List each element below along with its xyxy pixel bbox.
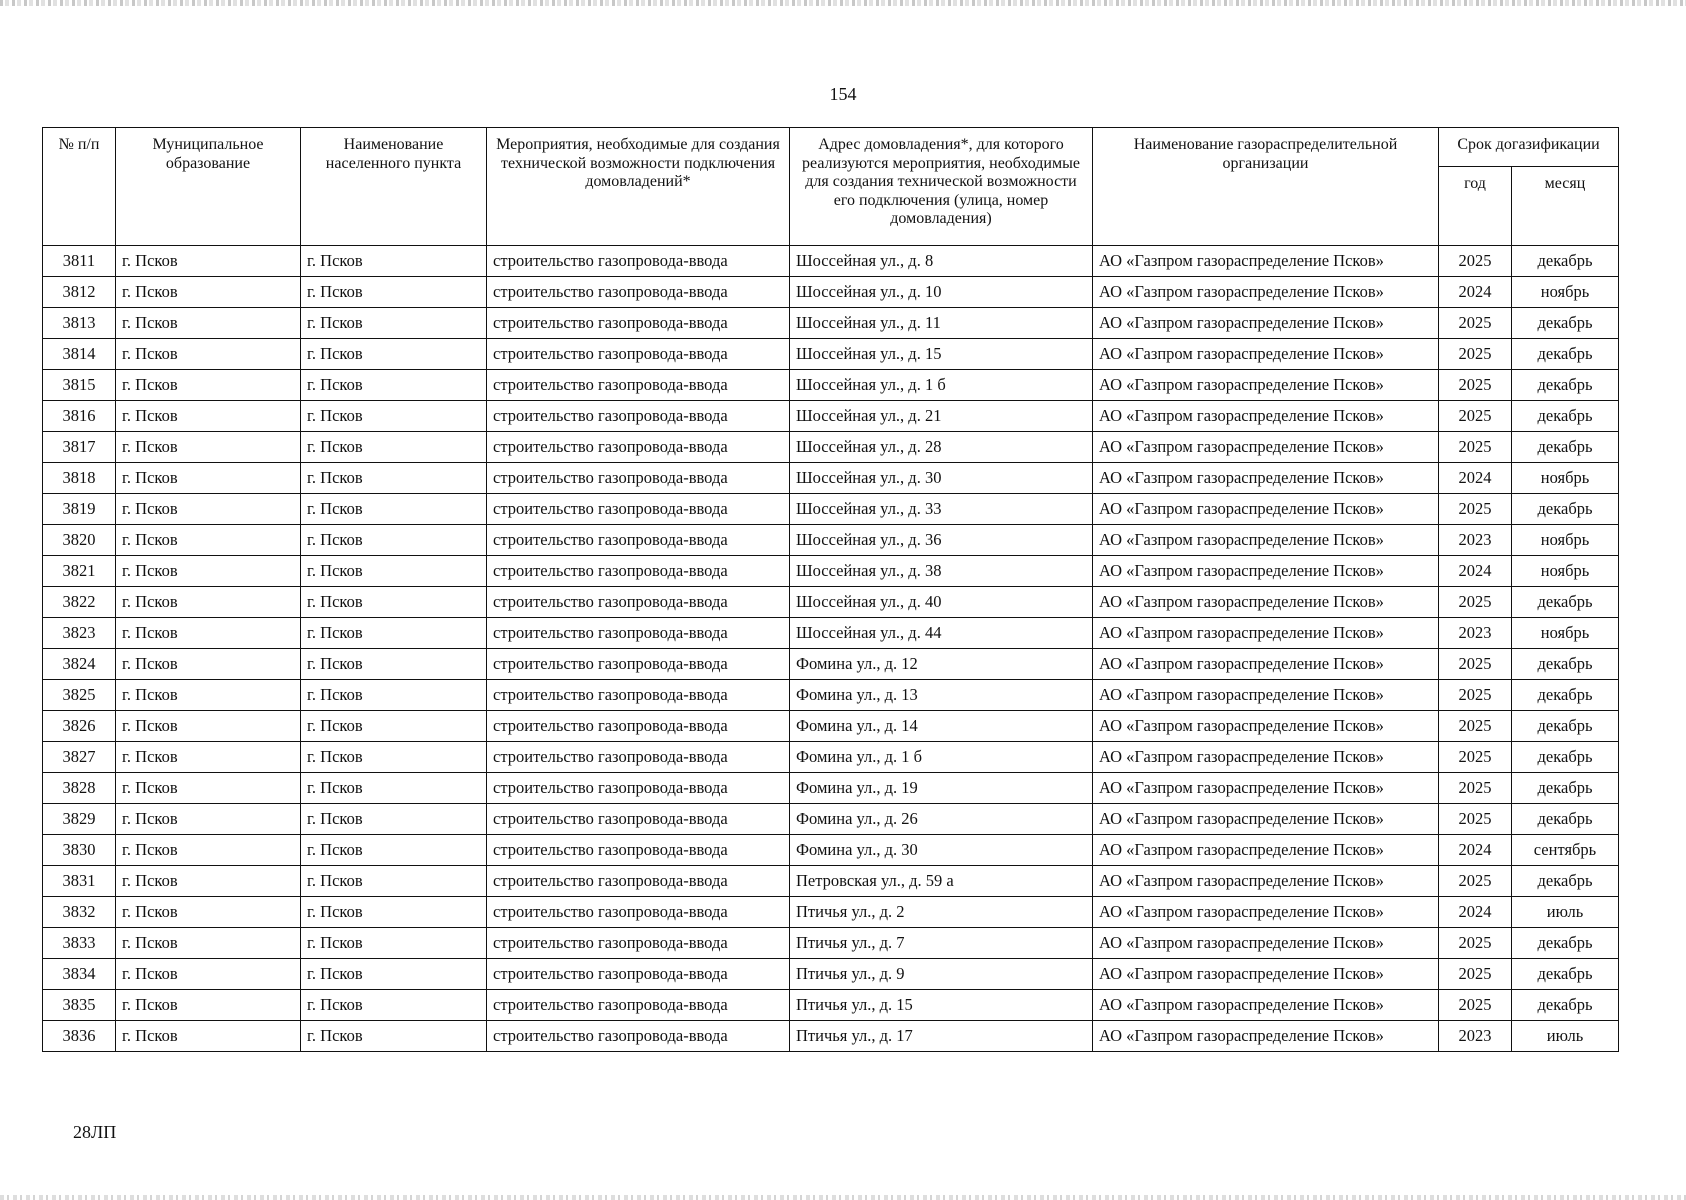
cell-municipality: г. Псков: [116, 370, 301, 401]
table-row: [43, 525, 1619, 556]
cell-measure: строительство газопровода-ввода: [487, 773, 790, 804]
cell-measure: строительство газопровода-ввода: [487, 835, 790, 866]
cell-year: 2025: [1439, 928, 1512, 959]
cell-month: ноябрь: [1512, 556, 1619, 587]
cell-organization: АО «Газпром газораспределение Псков»: [1093, 804, 1439, 835]
cell-month: декабрь: [1512, 401, 1619, 432]
cell-num: 3830: [43, 835, 116, 866]
cell-num: 3829: [43, 804, 116, 835]
cell-year: 2023: [1439, 1021, 1512, 1052]
cell-organization: АО «Газпром газораспределение Псков»: [1093, 835, 1439, 866]
cell-month: декабрь: [1512, 649, 1619, 680]
cell-address: Фомина ул., д. 14: [790, 711, 1093, 742]
cell-year: 2025: [1439, 649, 1512, 680]
cell-num: 3831: [43, 866, 116, 897]
footer-document-code: 28ЛП: [73, 1122, 117, 1142]
cell-num: 3835: [43, 990, 116, 1021]
cell-measure: строительство газопровода-ввода: [487, 246, 790, 277]
cell-settlement: г. Псков: [301, 990, 487, 1021]
cell-month: декабрь: [1512, 680, 1619, 711]
cell-organization: АО «Газпром газораспределение Псков»: [1093, 463, 1439, 494]
cell-month: июль: [1512, 1021, 1619, 1052]
cell-organization: АО «Газпром газораспределение Псков»: [1093, 432, 1439, 463]
cell-address: Шоссейная ул., д. 8: [790, 246, 1093, 277]
cell-municipality: г. Псков: [116, 401, 301, 432]
cell-address: Петровская ул., д. 59 а: [790, 866, 1093, 897]
cell-num: 3816: [43, 401, 116, 432]
table-row: [43, 308, 1619, 339]
cell-address: Фомина ул., д. 26: [790, 804, 1093, 835]
table-header: [43, 128, 1619, 246]
cell-municipality: г. Псков: [116, 339, 301, 370]
cell-municipality: г. Псков: [116, 804, 301, 835]
cell-month: декабрь: [1512, 959, 1619, 990]
cell-year: 2025: [1439, 711, 1512, 742]
cell-measure: строительство газопровода-ввода: [487, 804, 790, 835]
table-row: [43, 990, 1619, 1021]
table-row: [43, 1021, 1619, 1052]
cell-settlement: г. Псков: [301, 308, 487, 339]
cell-measure: строительство газопровода-ввода: [487, 1021, 790, 1052]
cell-settlement: г. Псков: [301, 711, 487, 742]
cell-municipality: г. Псков: [116, 680, 301, 711]
table-row: [43, 494, 1619, 525]
cell-organization: АО «Газпром газораспределение Псков»: [1093, 928, 1439, 959]
cell-settlement: г. Псков: [301, 1021, 487, 1052]
header-municipality: Муниципальное образование: [116, 128, 301, 246]
cell-year: 2025: [1439, 246, 1512, 277]
cell-municipality: г. Псков: [116, 897, 301, 928]
page-number: 154: [829, 84, 857, 104]
cell-settlement: г. Псков: [301, 649, 487, 680]
cell-address: Фомина ул., д. 12: [790, 649, 1093, 680]
cell-organization: АО «Газпром газораспределение Псков»: [1093, 401, 1439, 432]
cell-municipality: г. Псков: [116, 742, 301, 773]
cell-num: 3826: [43, 711, 116, 742]
cell-month: декабрь: [1512, 990, 1619, 1021]
cell-year: 2025: [1439, 742, 1512, 773]
cell-organization: АО «Газпром газораспределение Псков»: [1093, 525, 1439, 556]
cell-measure: строительство газопровода-ввода: [487, 711, 790, 742]
cell-address: Птичья ул., д. 2: [790, 897, 1093, 928]
table-row: [43, 742, 1619, 773]
cell-measure: строительство газопровода-ввода: [487, 401, 790, 432]
cell-year: 2025: [1439, 773, 1512, 804]
cell-month: декабрь: [1512, 308, 1619, 339]
cell-month: декабрь: [1512, 804, 1619, 835]
cell-measure: строительство газопровода-ввода: [487, 990, 790, 1021]
cell-municipality: г. Псков: [116, 711, 301, 742]
cell-address: Шоссейная ул., д. 28: [790, 432, 1093, 463]
cell-municipality: г. Псков: [116, 773, 301, 804]
table-row: [43, 370, 1619, 401]
cell-settlement: г. Псков: [301, 866, 487, 897]
cell-year: 2025: [1439, 866, 1512, 897]
cell-num: 3827: [43, 742, 116, 773]
cell-month: декабрь: [1512, 773, 1619, 804]
cell-settlement: г. Псков: [301, 835, 487, 866]
cell-organization: АО «Газпром газораспределение Псков»: [1093, 742, 1439, 773]
cell-organization: АО «Газпром газораспределение Псков»: [1093, 246, 1439, 277]
cell-settlement: г. Псков: [301, 277, 487, 308]
cell-month: декабрь: [1512, 370, 1619, 401]
cell-year: 2025: [1439, 959, 1512, 990]
cell-organization: АО «Газпром газораспределение Псков»: [1093, 618, 1439, 649]
cell-municipality: г. Псков: [116, 928, 301, 959]
header-address: Адрес домовладения*, для которого реализуются мероприятия, необходимые для создания технической возможности его подключения (улица, номер домовладения): [790, 128, 1093, 246]
table-row: [43, 556, 1619, 587]
cell-year: 2024: [1439, 277, 1512, 308]
table-row: [43, 246, 1619, 277]
cell-address: Фомина ул., д. 19: [790, 773, 1093, 804]
header-month: месяц: [1512, 167, 1619, 246]
cell-num: 3828: [43, 773, 116, 804]
cell-address: Шоссейная ул., д. 44: [790, 618, 1093, 649]
cell-settlement: г. Псков: [301, 246, 487, 277]
cell-municipality: г. Псков: [116, 990, 301, 1021]
table-row: [43, 463, 1619, 494]
cell-settlement: г. Псков: [301, 556, 487, 587]
cell-settlement: г. Псков: [301, 742, 487, 773]
cell-municipality: г. Псков: [116, 556, 301, 587]
cell-organization: АО «Газпром газораспределение Псков»: [1093, 308, 1439, 339]
cell-address: Птичья ул., д. 9: [790, 959, 1093, 990]
header-year: год: [1439, 167, 1512, 246]
gasification-table: [42, 127, 1619, 1052]
cell-num: 3814: [43, 339, 116, 370]
cell-year: 2025: [1439, 494, 1512, 525]
cell-settlement: г. Псков: [301, 680, 487, 711]
cell-month: декабрь: [1512, 711, 1619, 742]
cell-measure: строительство газопровода-ввода: [487, 618, 790, 649]
cell-measure: строительство газопровода-ввода: [487, 928, 790, 959]
cell-address: Фомина ул., д. 30: [790, 835, 1093, 866]
cell-year: 2025: [1439, 308, 1512, 339]
table-body: [43, 246, 1619, 1052]
cell-measure: строительство газопровода-ввода: [487, 463, 790, 494]
cell-measure: строительство газопровода-ввода: [487, 680, 790, 711]
cell-municipality: г. Псков: [116, 959, 301, 990]
cell-settlement: г. Псков: [301, 618, 487, 649]
cell-organization: АО «Газпром газораспределение Псков»: [1093, 866, 1439, 897]
cell-month: декабрь: [1512, 742, 1619, 773]
cell-municipality: г. Псков: [116, 494, 301, 525]
cell-year: 2023: [1439, 525, 1512, 556]
table-row: [43, 649, 1619, 680]
cell-settlement: г. Псков: [301, 339, 487, 370]
cell-address: Птичья ул., д. 15: [790, 990, 1093, 1021]
cell-measure: строительство газопровода-ввода: [487, 649, 790, 680]
cell-address: Фомина ул., д. 13: [790, 680, 1093, 711]
cell-organization: АО «Газпром газораспределение Псков»: [1093, 680, 1439, 711]
cell-num: 3815: [43, 370, 116, 401]
cell-month: ноябрь: [1512, 463, 1619, 494]
cell-num: 3812: [43, 277, 116, 308]
cell-measure: строительство газопровода-ввода: [487, 742, 790, 773]
cell-measure: строительство газопровода-ввода: [487, 339, 790, 370]
table-row: [43, 277, 1619, 308]
cell-num: 3818: [43, 463, 116, 494]
header-measures: Мероприятия, необходимые для создания технической возможности подключения домовладений*: [487, 128, 790, 246]
table-row: [43, 804, 1619, 835]
cell-year: 2025: [1439, 339, 1512, 370]
cell-num: 3823: [43, 618, 116, 649]
cell-num: 3813: [43, 308, 116, 339]
cell-organization: АО «Газпром газораспределение Псков»: [1093, 897, 1439, 928]
cell-settlement: г. Псков: [301, 494, 487, 525]
cell-measure: строительство газопровода-ввода: [487, 959, 790, 990]
cell-organization: АО «Газпром газораспределение Псков»: [1093, 277, 1439, 308]
table-row: [43, 773, 1619, 804]
cell-organization: АО «Газпром газораспределение Псков»: [1093, 649, 1439, 680]
cell-settlement: г. Псков: [301, 370, 487, 401]
cell-organization: АО «Газпром газораспределение Псков»: [1093, 711, 1439, 742]
table-row: [43, 401, 1619, 432]
cell-num: 3817: [43, 432, 116, 463]
cell-municipality: г. Псков: [116, 866, 301, 897]
cell-num: 3819: [43, 494, 116, 525]
cell-municipality: г. Псков: [116, 649, 301, 680]
cell-year: 2024: [1439, 463, 1512, 494]
cell-address: Шоссейная ул., д. 21: [790, 401, 1093, 432]
cell-year: 2025: [1439, 990, 1512, 1021]
cell-address: Шоссейная ул., д. 38: [790, 556, 1093, 587]
cell-month: декабрь: [1512, 246, 1619, 277]
cell-municipality: г. Псков: [116, 835, 301, 866]
cell-municipality: г. Псков: [116, 308, 301, 339]
cell-address: Шоссейная ул., д. 11: [790, 308, 1093, 339]
cell-settlement: г. Псков: [301, 401, 487, 432]
header-settlement: Наименование населенного пункта: [301, 128, 487, 246]
cell-organization: АО «Газпром газораспределение Псков»: [1093, 587, 1439, 618]
scan-edge-bottom: [0, 1195, 1686, 1200]
cell-settlement: г. Псков: [301, 959, 487, 990]
cell-organization: АО «Газпром газораспределение Псков»: [1093, 494, 1439, 525]
cell-municipality: г. Псков: [116, 587, 301, 618]
cell-num: 3832: [43, 897, 116, 928]
cell-measure: строительство газопровода-ввода: [487, 525, 790, 556]
cell-month: декабрь: [1512, 866, 1619, 897]
cell-num: 3822: [43, 587, 116, 618]
cell-address: Шоссейная ул., д. 30: [790, 463, 1093, 494]
cell-settlement: г. Псков: [301, 928, 487, 959]
cell-num: 3833: [43, 928, 116, 959]
table-row: [43, 897, 1619, 928]
table-row: [43, 680, 1619, 711]
cell-measure: строительство газопровода-ввода: [487, 494, 790, 525]
table-row: [43, 835, 1619, 866]
cell-address: Шоссейная ул., д. 15: [790, 339, 1093, 370]
cell-address: Птичья ул., д. 17: [790, 1021, 1093, 1052]
cell-address: Шоссейная ул., д. 40: [790, 587, 1093, 618]
cell-settlement: г. Псков: [301, 804, 487, 835]
cell-address: Шоссейная ул., д. 36: [790, 525, 1093, 556]
cell-municipality: г. Псков: [116, 618, 301, 649]
cell-organization: АО «Газпром газораспределение Псков»: [1093, 370, 1439, 401]
cell-measure: строительство газопровода-ввода: [487, 370, 790, 401]
cell-municipality: г. Псков: [116, 1021, 301, 1052]
cell-num: 3825: [43, 680, 116, 711]
table-row: [43, 711, 1619, 742]
cell-organization: АО «Газпром газораспределение Псков»: [1093, 556, 1439, 587]
cell-month: сентябрь: [1512, 835, 1619, 866]
cell-month: декабрь: [1512, 432, 1619, 463]
cell-month: ноябрь: [1512, 618, 1619, 649]
cell-settlement: г. Псков: [301, 432, 487, 463]
cell-num: 3836: [43, 1021, 116, 1052]
cell-month: декабрь: [1512, 494, 1619, 525]
cell-address: Птичья ул., д. 7: [790, 928, 1093, 959]
cell-address: Шоссейная ул., д. 10: [790, 277, 1093, 308]
cell-year: 2023: [1439, 618, 1512, 649]
cell-year: 2025: [1439, 804, 1512, 835]
scan-edge-top: [0, 0, 1686, 6]
cell-measure: строительство газопровода-ввода: [487, 277, 790, 308]
cell-year: 2024: [1439, 835, 1512, 866]
cell-settlement: г. Псков: [301, 463, 487, 494]
cell-municipality: г. Псков: [116, 525, 301, 556]
cell-month: июль: [1512, 897, 1619, 928]
cell-measure: строительство газопровода-ввода: [487, 587, 790, 618]
cell-settlement: г. Псков: [301, 525, 487, 556]
cell-organization: АО «Газпром газораспределение Псков»: [1093, 773, 1439, 804]
cell-month: ноябрь: [1512, 277, 1619, 308]
cell-municipality: г. Псков: [116, 246, 301, 277]
cell-municipality: г. Псков: [116, 432, 301, 463]
table-row: [43, 339, 1619, 370]
cell-municipality: г. Псков: [116, 277, 301, 308]
cell-month: декабрь: [1512, 928, 1619, 959]
cell-measure: строительство газопровода-ввода: [487, 432, 790, 463]
cell-year: 2024: [1439, 556, 1512, 587]
cell-year: 2025: [1439, 587, 1512, 618]
cell-num: 3834: [43, 959, 116, 990]
cell-municipality: г. Псков: [116, 463, 301, 494]
cell-num: 3824: [43, 649, 116, 680]
table-row: [43, 959, 1619, 990]
table-row: [43, 587, 1619, 618]
cell-measure: строительство газопровода-ввода: [487, 308, 790, 339]
table-row: [43, 432, 1619, 463]
cell-num: 3820: [43, 525, 116, 556]
table-row: [43, 928, 1619, 959]
cell-address: Шоссейная ул., д. 33: [790, 494, 1093, 525]
cell-settlement: г. Псков: [301, 773, 487, 804]
cell-settlement: г. Псков: [301, 897, 487, 928]
cell-year: 2025: [1439, 401, 1512, 432]
cell-month: декабрь: [1512, 339, 1619, 370]
cell-num: 3821: [43, 556, 116, 587]
cell-year: 2025: [1439, 370, 1512, 401]
cell-address: Шоссейная ул., д. 1 б: [790, 370, 1093, 401]
header-num: № п/п: [43, 128, 116, 246]
cell-year: 2024: [1439, 897, 1512, 928]
cell-month: ноябрь: [1512, 525, 1619, 556]
cell-measure: строительство газопровода-ввода: [487, 897, 790, 928]
cell-num: 3811: [43, 246, 116, 277]
header-organization: Наименование газораспределительной организации: [1093, 128, 1439, 246]
cell-year: 2025: [1439, 432, 1512, 463]
cell-address: Фомина ул., д. 1 б: [790, 742, 1093, 773]
cell-measure: строительство газопровода-ввода: [487, 556, 790, 587]
cell-month: декабрь: [1512, 587, 1619, 618]
cell-measure: строительство газопровода-ввода: [487, 866, 790, 897]
cell-organization: АО «Газпром газораспределение Псков»: [1093, 990, 1439, 1021]
table-row: [43, 618, 1619, 649]
cell-settlement: г. Псков: [301, 587, 487, 618]
cell-organization: АО «Газпром газораспределение Псков»: [1093, 339, 1439, 370]
header-deadline: Срок догазификации: [1439, 128, 1619, 167]
cell-organization: АО «Газпром газораспределение Псков»: [1093, 1021, 1439, 1052]
cell-organization: АО «Газпром газораспределение Псков»: [1093, 959, 1439, 990]
table-row: [43, 866, 1619, 897]
cell-year: 2025: [1439, 680, 1512, 711]
